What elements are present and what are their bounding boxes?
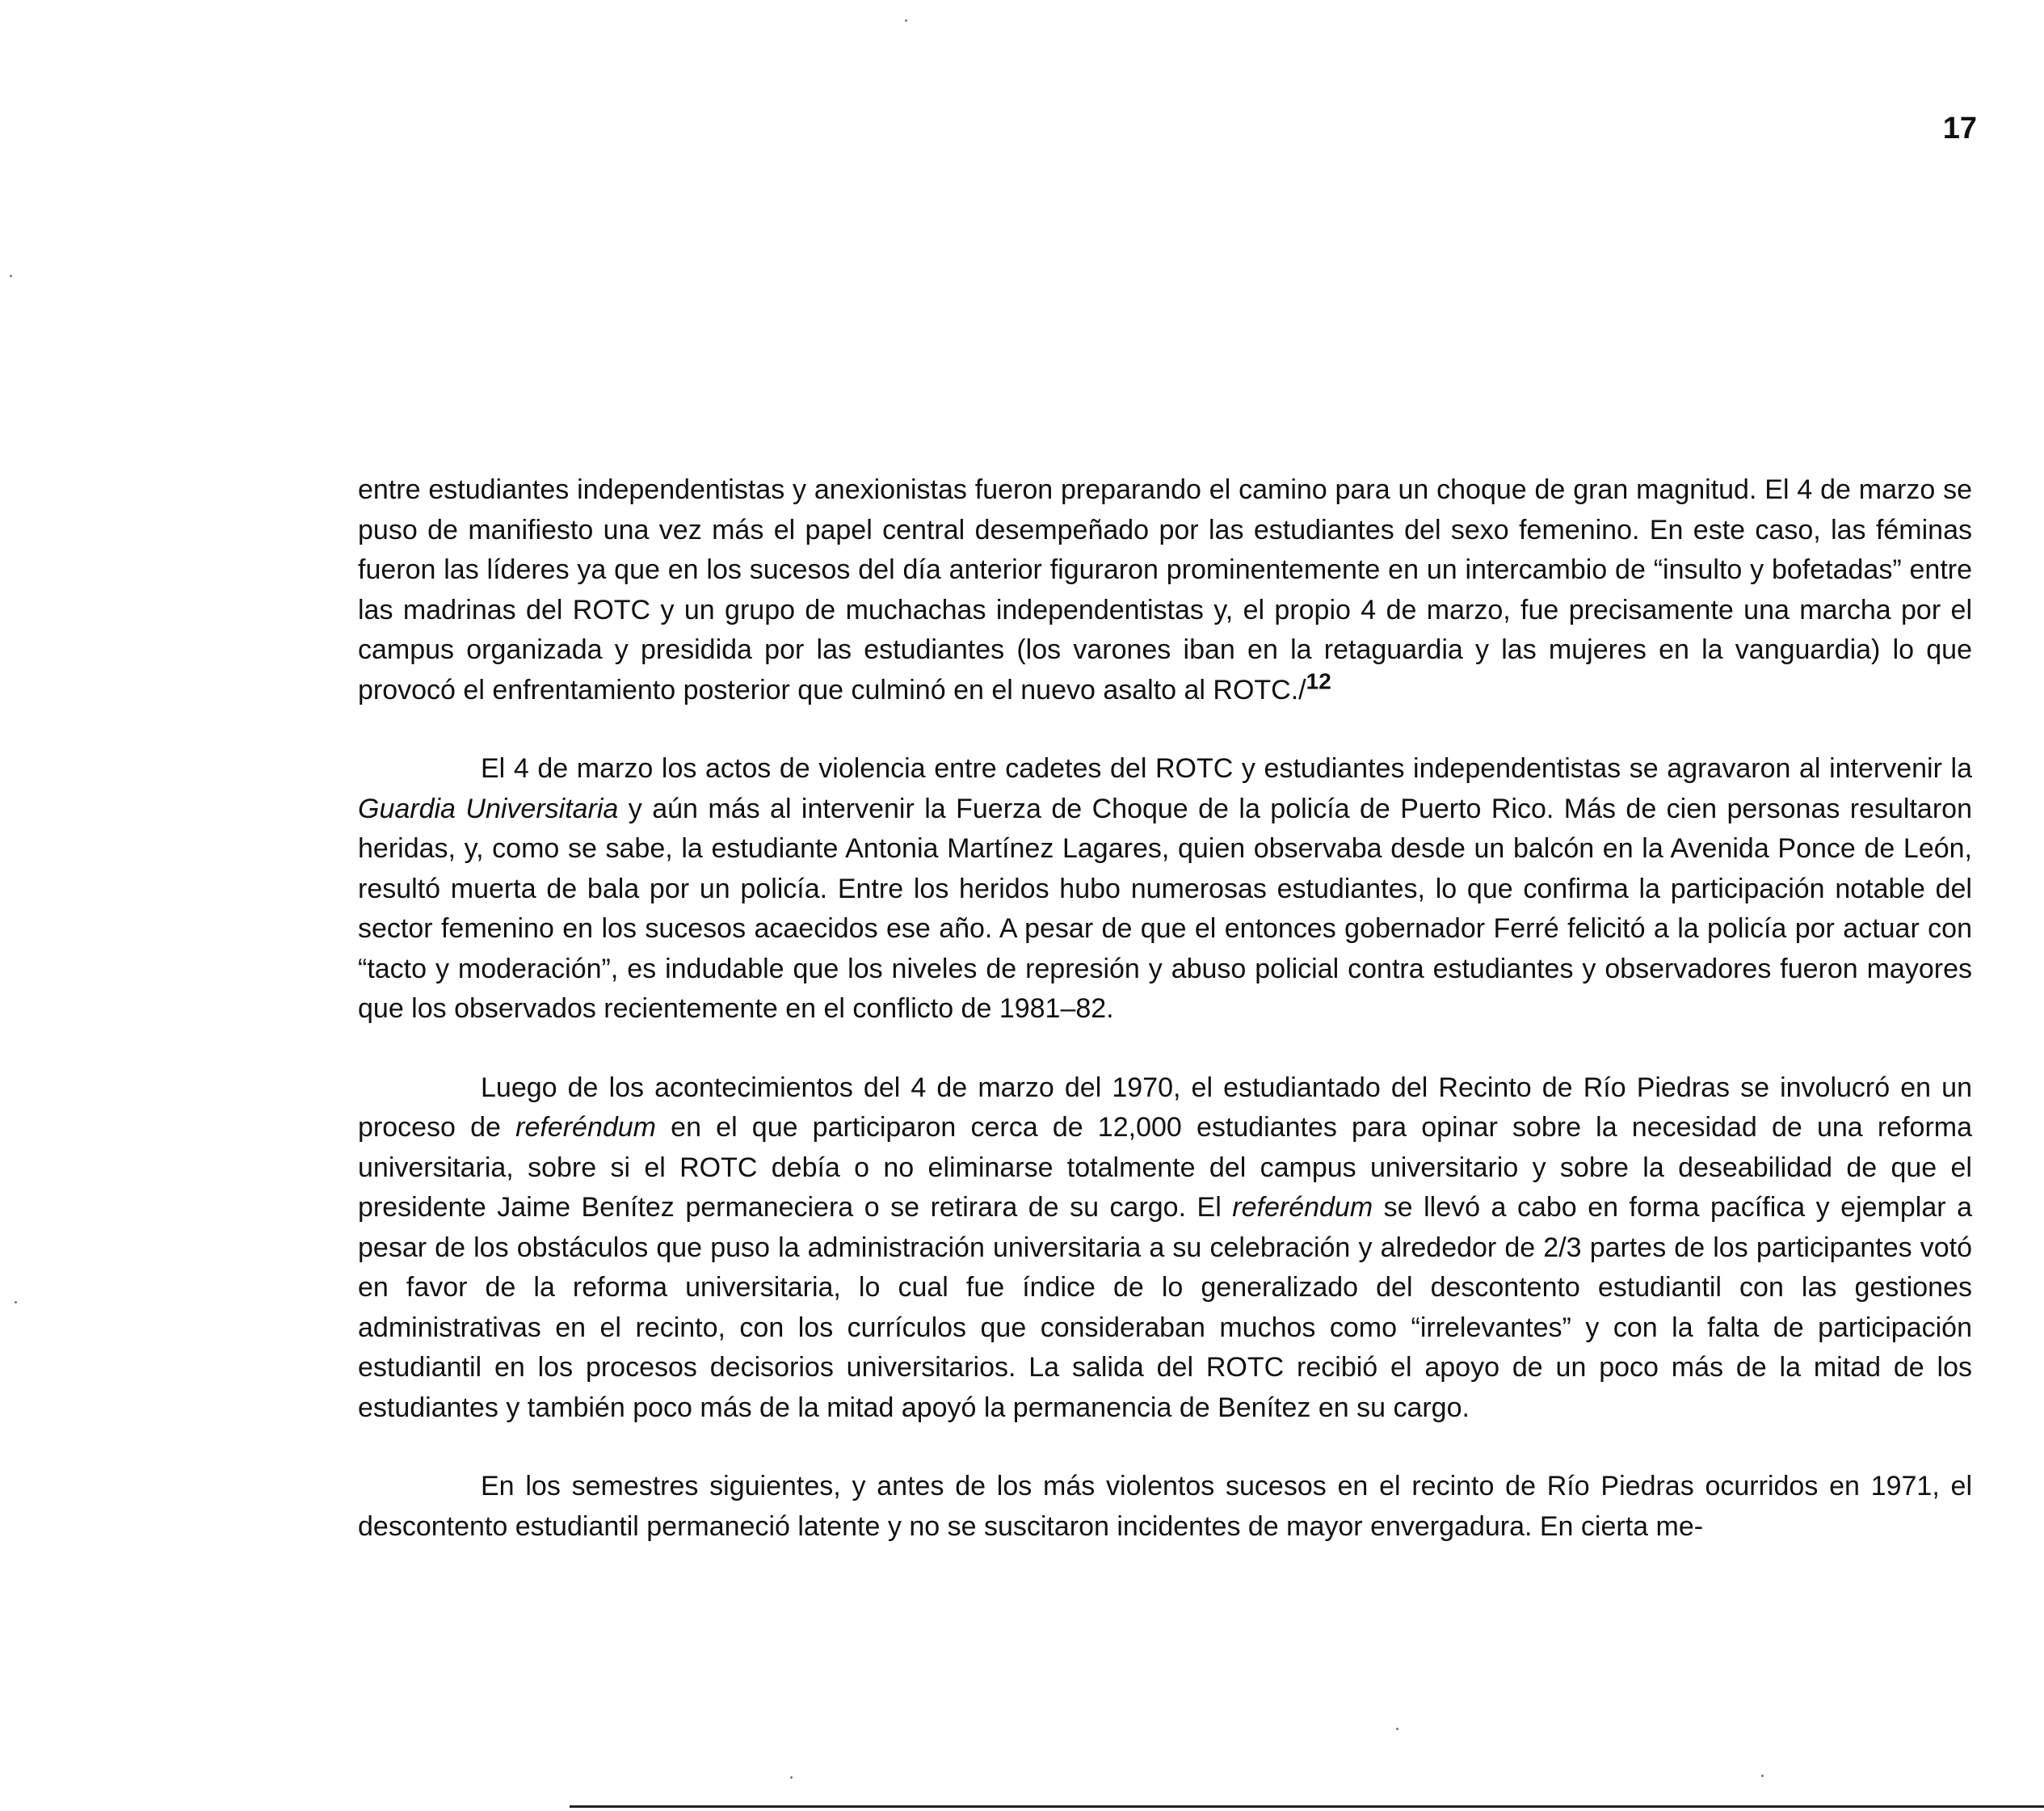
- scan-speck: [1396, 1728, 1398, 1730]
- scan-speck: [1761, 1775, 1764, 1777]
- scan-speck: [10, 275, 12, 277]
- text-segment: y aún más al intervenir la Fuerza de Choque de la policía de Puerto Rico. Más de cien personas resultaron heridas, y, como se sabe, la estudiante Antonia Martínez Lagares, quien observaba desde un balcón en la Avenida Ponce de León, resultó muerta de bala por un policía. Entre los heridos hubo numerosas estudiantes, lo que confirma la participación notable del sector femenino en los sucesos acaecidos ese año. A pesar de que el entonces gobernador Ferré felicitó a la policía por actuar con “tacto y moderación”, es indudable que los niveles de represión y abuso policial contra estudiantes y observadores fueron mayores que los observados recientemente en el conflicto de 1981–82.: [358, 793, 1972, 1024]
- text-segment: El 4 de marzo los actos de violencia entre cadetes del ROTC y estudiantes independentistas se agravaron al intervenir la: [481, 753, 1972, 784]
- scan-speck: [905, 19, 907, 22]
- text-segment: entre estudiantes independentistas y anexionistas fueron preparando el camino para un choque de gran magnitud. El 4 de marzo se puso de manifiesto una vez más el papel central desempeñado por las estudiantes del sexo femenino. En este caso, las féminas fueron las líderes ya que en los sucesos del día anterior figuraron prominentemente en un intercambio de “insulto y bofetadas” entre las madrinas del ROTC y un grupo de muchachas independentistas y, el propio 4 de marzo, fue precisamente una marcha por el campus organizada y presidida por las estudiantes (los varones iban en la retaguardia y las mujeres en la vanguardia) lo que provocó el enfrentamiento posterior que culminó en el nuevo asalto al ROTC./: [358, 474, 1972, 705]
- footnote-reference: 12: [1306, 668, 1331, 694]
- paragraph: [358, 749, 1972, 1030]
- page-number: 17: [1942, 112, 1977, 145]
- scan-speck: [790, 1776, 793, 1779]
- text-segment: En los semestres siguientes, y antes de los más violentos sucesos en el recinto de Río Piedras ocurridos en 1971, el descontento estudiantil permaneció latente y no se suscitaron incidentes de mayor envergadura. En cierta me-: [358, 1471, 1972, 1542]
- italic-term: referéndum: [515, 1112, 656, 1143]
- italic-term: referéndum: [1232, 1192, 1373, 1223]
- text-column: [358, 470, 1972, 1547]
- paragraph: [358, 470, 1972, 710]
- scan-speck: [15, 1301, 17, 1303]
- paragraph: [358, 1068, 1972, 1429]
- bottom-rule: [570, 1805, 2044, 1808]
- italic-term: Guardia Universitaria: [358, 793, 619, 824]
- paragraph: [358, 1467, 1972, 1547]
- text-segment: en el que participaron cerca de 12,000 estudiantes para opinar sobre la necesidad de una reforma universitaria, sobre si el ROTC debía o no eliminarse totalmente del campus universitario y sobre la deseabilidad de que el presidente Jaime Benítez permaneciera o se retirara de su cargo. El: [358, 1112, 1972, 1223]
- text-segment: se llevó a cabo en forma pacífica y ejemplar a pesar de los obstáculos que puso la administración universitaria a su celebración y alrededor de 2/3 partes de los participantes votó en favor de la reforma universitaria, lo cual fue índice de lo generalizado del descontento estudiantil con las gestiones administrativas en el recinto, con los currículos que consideraban muchos como “irrelevantes” y con la falta de participación estudiantil en los procesos decisorios universitarios. La salida del ROTC recibió el apoyo de un poco más de la mitad de los estudiantes y también poco más de la mitad apoyó la permanencia de Benítez en su cargo.: [358, 1192, 1972, 1423]
- text-segment: Luego de los acontecimientos del 4 de marzo del 1970, el estudiantado del Recinto de Río Piedras se involucró en un proceso de: [358, 1072, 1972, 1143]
